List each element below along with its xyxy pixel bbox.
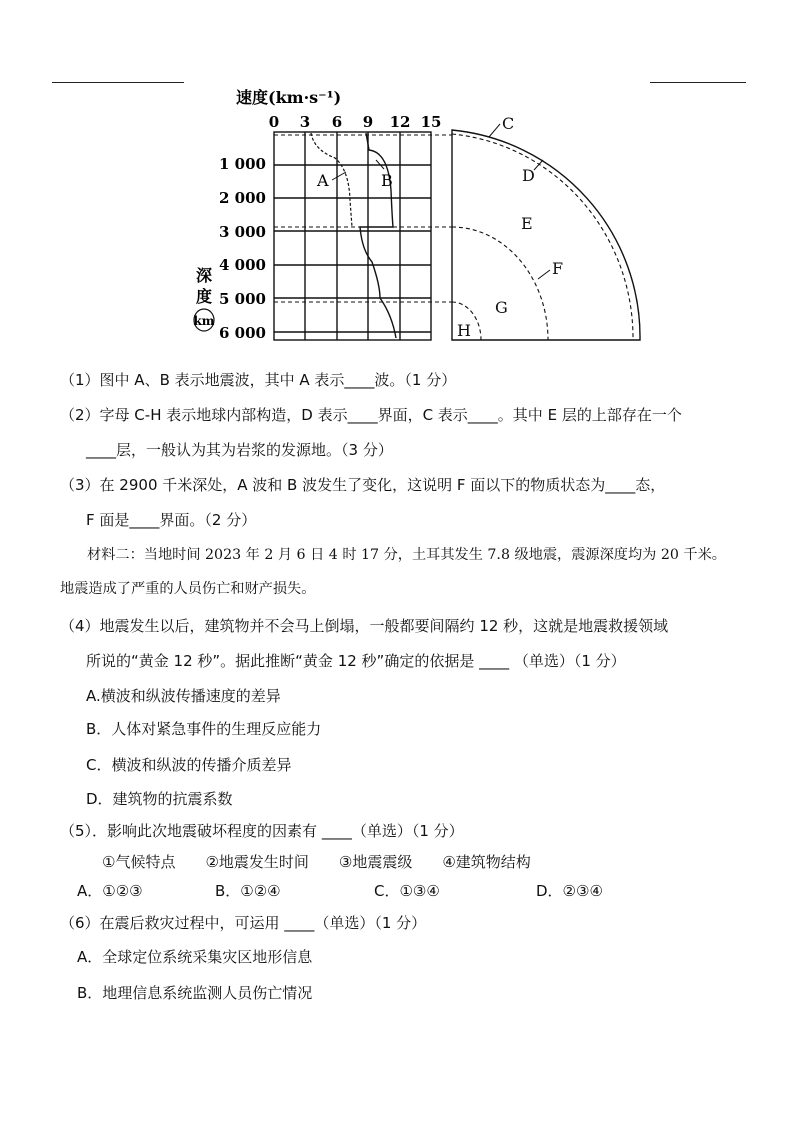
question-4-option-c: C．横波和纵波的传播介质差异 — [86, 756, 292, 774]
question-3-line-1: （3）在 2900 千米深处，A 波和 B 波发生了变化，这说明 F 面以下的物质状态为____态， — [60, 476, 666, 494]
question-3-line-2: F 面是____界面。（2 分） — [86, 511, 257, 529]
material-2-line-1: 材料二：当地时间 2023 年 2 月 6 日 4 时 17 分，土耳其发生 7.8 级地震，震源深度均为 20 千米。 — [87, 547, 726, 563]
seismic-wave-figure — [0, 0, 800, 360]
question-4-line-2: 所说的“黄金 12 秒”。据此推断“黄金 12 秒”确定的依据是 ____ （单选）（1 分） — [86, 652, 626, 670]
speed-axis-label: 速度(km·s⁻¹) — [236, 88, 342, 107]
question-4-option-a: A.横波和纵波传播速度的差异 — [86, 687, 281, 705]
question-5-option-c: C．①③④ — [374, 882, 440, 900]
question-5-items: ①气候特点 ②地震发生时间 ③地震震级 ④建筑物结构 — [102, 853, 531, 871]
question-5-option-a: A．①②③ — [77, 882, 143, 900]
question-5-stem: （5）．影响此次地震破坏程度的因素有 ____（单选）（1 分） — [60, 822, 464, 840]
boundary-dashed-lines — [274, 135, 452, 302]
question-4-line-1: （4）地震发生以后，建筑物并不会马上倒塌，一般都要间隔约 12 秒，这就是地震救援领域 — [60, 617, 669, 635]
depth-tick: 5 000 — [219, 290, 266, 308]
question-1: （1）图中 A、B 表示地震波，其中 A 表示____波。（1 分） — [60, 371, 457, 389]
wave-b-curve — [360, 133, 396, 338]
speed-tick: 15 — [420, 113, 442, 131]
curve-label-b: B — [381, 171, 393, 190]
speed-tick: 6 — [331, 113, 343, 131]
question-4-option-d: D．建筑物的抗震系数 — [86, 790, 233, 808]
depth-label-char: 度 — [195, 287, 213, 306]
speed-tick: 3 — [299, 113, 311, 131]
layer-label-f: F — [552, 259, 564, 278]
question-4-option-b: B．人体对紧急事件的生理反应能力 — [86, 720, 322, 738]
depth-tick: 1 000 — [219, 155, 266, 173]
depth-tick-labels — [219, 155, 266, 342]
layer-label-d: D — [522, 166, 535, 185]
depth-tick: 6 000 — [219, 324, 266, 342]
depth-axis-label — [193, 266, 214, 331]
depth-label-char: 深 — [195, 266, 213, 285]
question-5-option-d: D．②③④ — [536, 882, 603, 900]
layer-label-h: H — [457, 321, 471, 340]
question-5-option-b: B．①②④ — [215, 882, 281, 900]
material-2-line-2: 地震造成了严重的人员伤亡和财产损失。 — [60, 581, 316, 597]
depth-label-unit: km — [193, 314, 215, 328]
earth-quarter-section — [452, 130, 640, 340]
depth-tick: 3 000 — [219, 223, 266, 241]
layer-label-e: E — [521, 214, 533, 233]
speed-tick: 0 — [268, 113, 280, 131]
question-2-line-2: ____层，一般认为其为岩浆的发源地。（3 分） — [86, 441, 393, 459]
depth-tick: 2 000 — [219, 189, 266, 207]
speed-tick-labels — [269, 113, 442, 131]
question-6-stem: （6）在震后救灾过程中，可运用 ____（单选）（1 分） — [60, 914, 427, 932]
speed-tick: 9 — [362, 113, 374, 131]
depth-tick: 4 000 — [219, 256, 266, 274]
chart-grid — [274, 132, 431, 340]
question-6-option-b: B．地理信息系统监测人员伤亡情况 — [77, 984, 313, 1002]
question-2-line-1: （2）字母 C-H 表示地球内部构造，D 表示____界面，C 表示____。其中 E 层的上部存在一个 — [60, 406, 682, 424]
layer-label-g: G — [495, 298, 508, 317]
layer-label-c: C — [502, 114, 515, 133]
speed-tick: 12 — [389, 113, 411, 131]
question-6-option-a: A．全球定位系统采集灾区地形信息 — [77, 948, 313, 966]
curve-label-a: A — [317, 171, 329, 190]
